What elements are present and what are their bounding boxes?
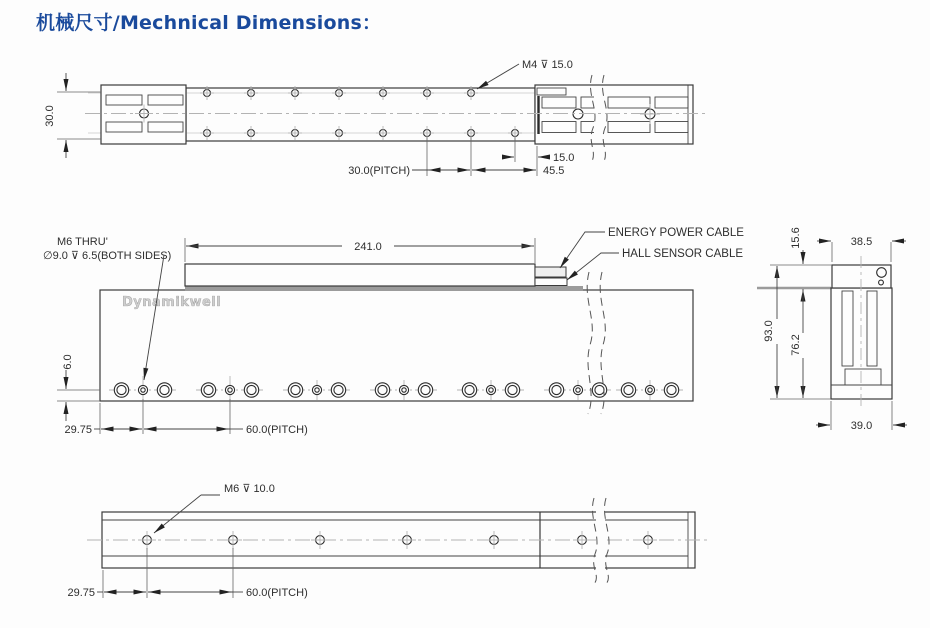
dim-39-text: 39.0 — [850, 420, 873, 432]
magnet-way-strip — [185, 286, 583, 291]
dim-15-text: 15.0 — [553, 152, 575, 164]
dim-76-2-text: 76.2 — [790, 334, 802, 356]
dim-15-6-text: 15.6 — [790, 227, 802, 249]
sensor-cable-label: HALL SENSOR CABLE — [622, 248, 744, 260]
dim-rail-width — [44, 73, 101, 158]
dim-body-height — [790, 289, 803, 398]
dim-pitch60-front-text: 60.0(PITCH) — [246, 424, 308, 436]
dim-table-height — [790, 227, 803, 264]
dim-hole-height — [57, 354, 100, 421]
dim-total-height — [763, 265, 832, 399]
page-title: 机械尺寸/Mechnical Dimensions： — [36, 12, 382, 34]
dim-38-5-text: 38.5 — [850, 236, 873, 248]
power-cable — [535, 267, 566, 277]
dim-top-width — [817, 236, 906, 262]
dim-29-75-front-text: 29.75 — [64, 424, 92, 436]
m6-depth-label: M6 ⊽ 10.0 — [224, 483, 275, 495]
m6-thru-label-line1: M6 THRU' — [57, 236, 108, 248]
sensor-cable-callout — [567, 248, 743, 280]
top-view-left-block — [101, 85, 186, 144]
dim-29-75-bottom-text: 29.75 — [67, 587, 95, 599]
dim-45-5-text: 45.5 — [543, 165, 565, 177]
front-view — [43, 227, 744, 436]
power-cable-label: ENERGY POWER CABLE — [608, 227, 744, 239]
top-view — [44, 59, 706, 177]
dim-front-pitch-row — [64, 399, 307, 436]
dim-carriage-length — [185, 238, 535, 263]
dim-pitch30-text: 30.0(PITCH) — [348, 165, 410, 177]
dim-241-text: 241.0 — [354, 241, 382, 253]
dim-93-text: 93.0 — [763, 320, 775, 342]
coil-carriage — [185, 264, 535, 286]
dim-bottom-width — [816, 401, 907, 432]
dim-top-pitch-row — [348, 137, 564, 177]
sensor-cable — [535, 278, 567, 286]
side-view-section — [757, 227, 907, 432]
top-view-right-block — [535, 85, 693, 144]
dim-pitch60-bottom-text: 60.0(PITCH) — [246, 587, 308, 599]
m6-thru-label-line2: ∅9.0 ⊽ 6.5(BOTH SIDES) — [43, 250, 172, 262]
section-u-body — [831, 288, 892, 399]
m4-thread-label: M4 ⊽ 15.0 — [522, 59, 573, 71]
brand-watermark: Dynamikwell — [122, 295, 222, 310]
dim-30-text: 30.0 — [44, 105, 56, 127]
dim-6-text: 6.0 — [62, 354, 74, 370]
bottom-view — [67, 483, 707, 599]
